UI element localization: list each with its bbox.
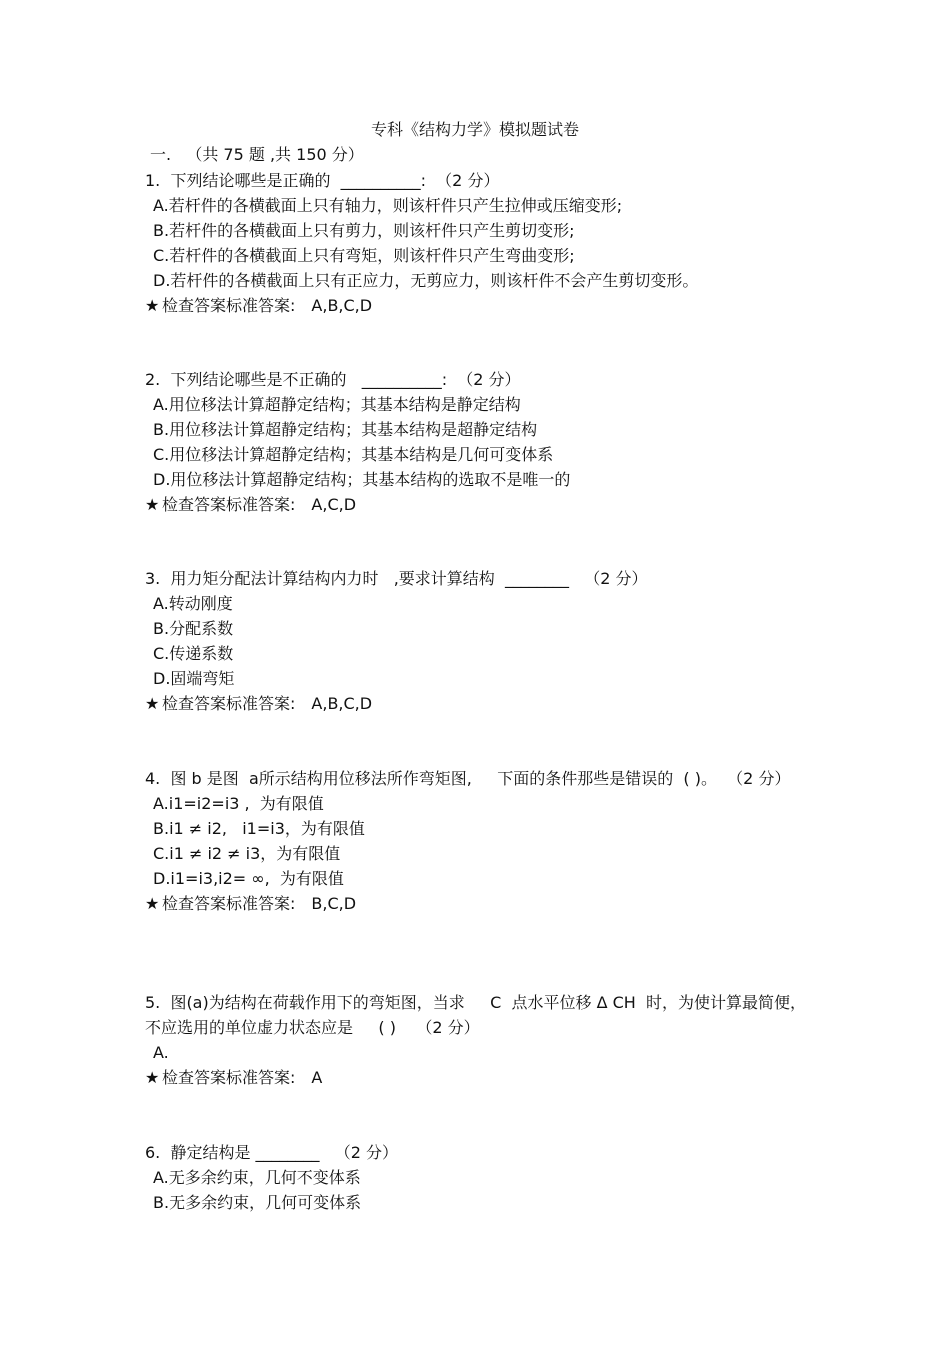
- option-c: C.用位移法计算超静定结构；其基本结构是几何可变体系: [153, 445, 554, 464]
- answer-line: [145, 293, 815, 318]
- option-a: A.用位移法计算超静定结构；其基本结构是静定结构: [153, 395, 521, 414]
- star-icon: ★: [145, 495, 160, 514]
- option-c: C.传递系数: [153, 644, 234, 663]
- question-stem: 3. 用力矩分配法计算结构内力时 ,要求计算结构 ________ （2 分）: [145, 569, 648, 588]
- option-a: A.转动刚度: [153, 594, 233, 613]
- answer-value: A,B,C,D: [311, 296, 373, 315]
- question-6: [145, 1140, 815, 1215]
- option-b: B.用位移法计算超静定结构；其基本结构是超静定结构: [153, 420, 538, 439]
- question-stem: 2. 下列结论哪些是不正确的 __________: （2 分）: [145, 370, 521, 389]
- answer-label: 检查答案标准答案:: [162, 1068, 296, 1087]
- answer-line: [145, 891, 815, 916]
- option-d: D.i1=i3,i2= ∞, 为有限值: [153, 869, 344, 888]
- question-5: [145, 990, 815, 1090]
- answer-value: A,B,C,D: [311, 694, 373, 713]
- option-b: B.若杆件的各横截面上只有剪力，则该杆件只产生剪切变形;: [153, 221, 575, 240]
- answer-label: 检查答案标准答案:: [162, 495, 296, 514]
- option-a: A.i1=i2=i3 , 为有限值: [153, 794, 324, 813]
- option-b: B.无多余约束，几何可变体系: [153, 1193, 362, 1212]
- star-icon: ★: [145, 694, 160, 713]
- question-3: [145, 566, 815, 716]
- answer-label: 检查答案标准答案:: [162, 894, 296, 913]
- section-heading: 一. （共 75 题 ,共 150 分）: [150, 145, 364, 164]
- answer-label: 检查答案标准答案:: [162, 296, 296, 315]
- answer-label: 检查答案标准答案:: [162, 694, 296, 713]
- option-c: C.i1 ≠ i2 ≠ i3，为有限值: [153, 844, 341, 863]
- question-2: [145, 367, 815, 517]
- option-d: D.用位移法计算超静定结构；其基本结构的选取不是唯一的: [153, 470, 571, 489]
- option-a: A.: [153, 1043, 169, 1062]
- page-title: 专科《结构力学》模拟题试卷: [370, 120, 579, 139]
- option-d: D.固端弯矩: [153, 669, 235, 688]
- option-d: D.若杆件的各横截面上只有正应力，无剪应力，则该杆件不会产生剪切变形。: [153, 271, 699, 290]
- option-b: B.i1 ≠ i2, i1=i3，为有限值: [153, 819, 365, 838]
- answer-line: [145, 1065, 815, 1090]
- option-b: B.分配系数: [153, 619, 234, 638]
- star-icon: ★: [145, 894, 160, 913]
- option-c: C.若杆件的各横截面上只有弯矩，则该杆件只产生弯曲变形;: [153, 246, 575, 265]
- answer-value: B,C,D: [311, 894, 357, 913]
- option-a: A.若杆件的各横截面上只有轴力，则该杆件只产生拉伸或压缩变形;: [153, 196, 623, 215]
- question-stem: 6. 静定结构是 ________ （2 分）: [145, 1143, 399, 1162]
- star-icon: ★: [145, 296, 160, 315]
- option-a: A.无多余约束，几何不变体系: [153, 1168, 361, 1187]
- question-stem: 1. 下列结论哪些是正确的 __________: （2 分）: [145, 171, 500, 190]
- star-icon: ★: [145, 1068, 160, 1087]
- question-stem: 4. 图 b 是图 a所示结构用位移法所作弯矩图, 下面的条件那些是错误的 ( )。 （2 分）: [145, 769, 791, 788]
- answer-value: A,C,D: [311, 495, 357, 514]
- answer-line: [145, 691, 815, 716]
- question-4: [145, 766, 815, 916]
- question-stem: 5. 图(a)为结构在荷载作用下的弯矩图，当求 C 点水平位移 Δ CH 时，为使计算最简便，不应选用的单位虚力状态应是 ( ) （2 分）: [145, 993, 806, 1037]
- question-1: [145, 168, 815, 318]
- answer-line: [145, 492, 815, 517]
- answer-value: A: [311, 1068, 323, 1087]
